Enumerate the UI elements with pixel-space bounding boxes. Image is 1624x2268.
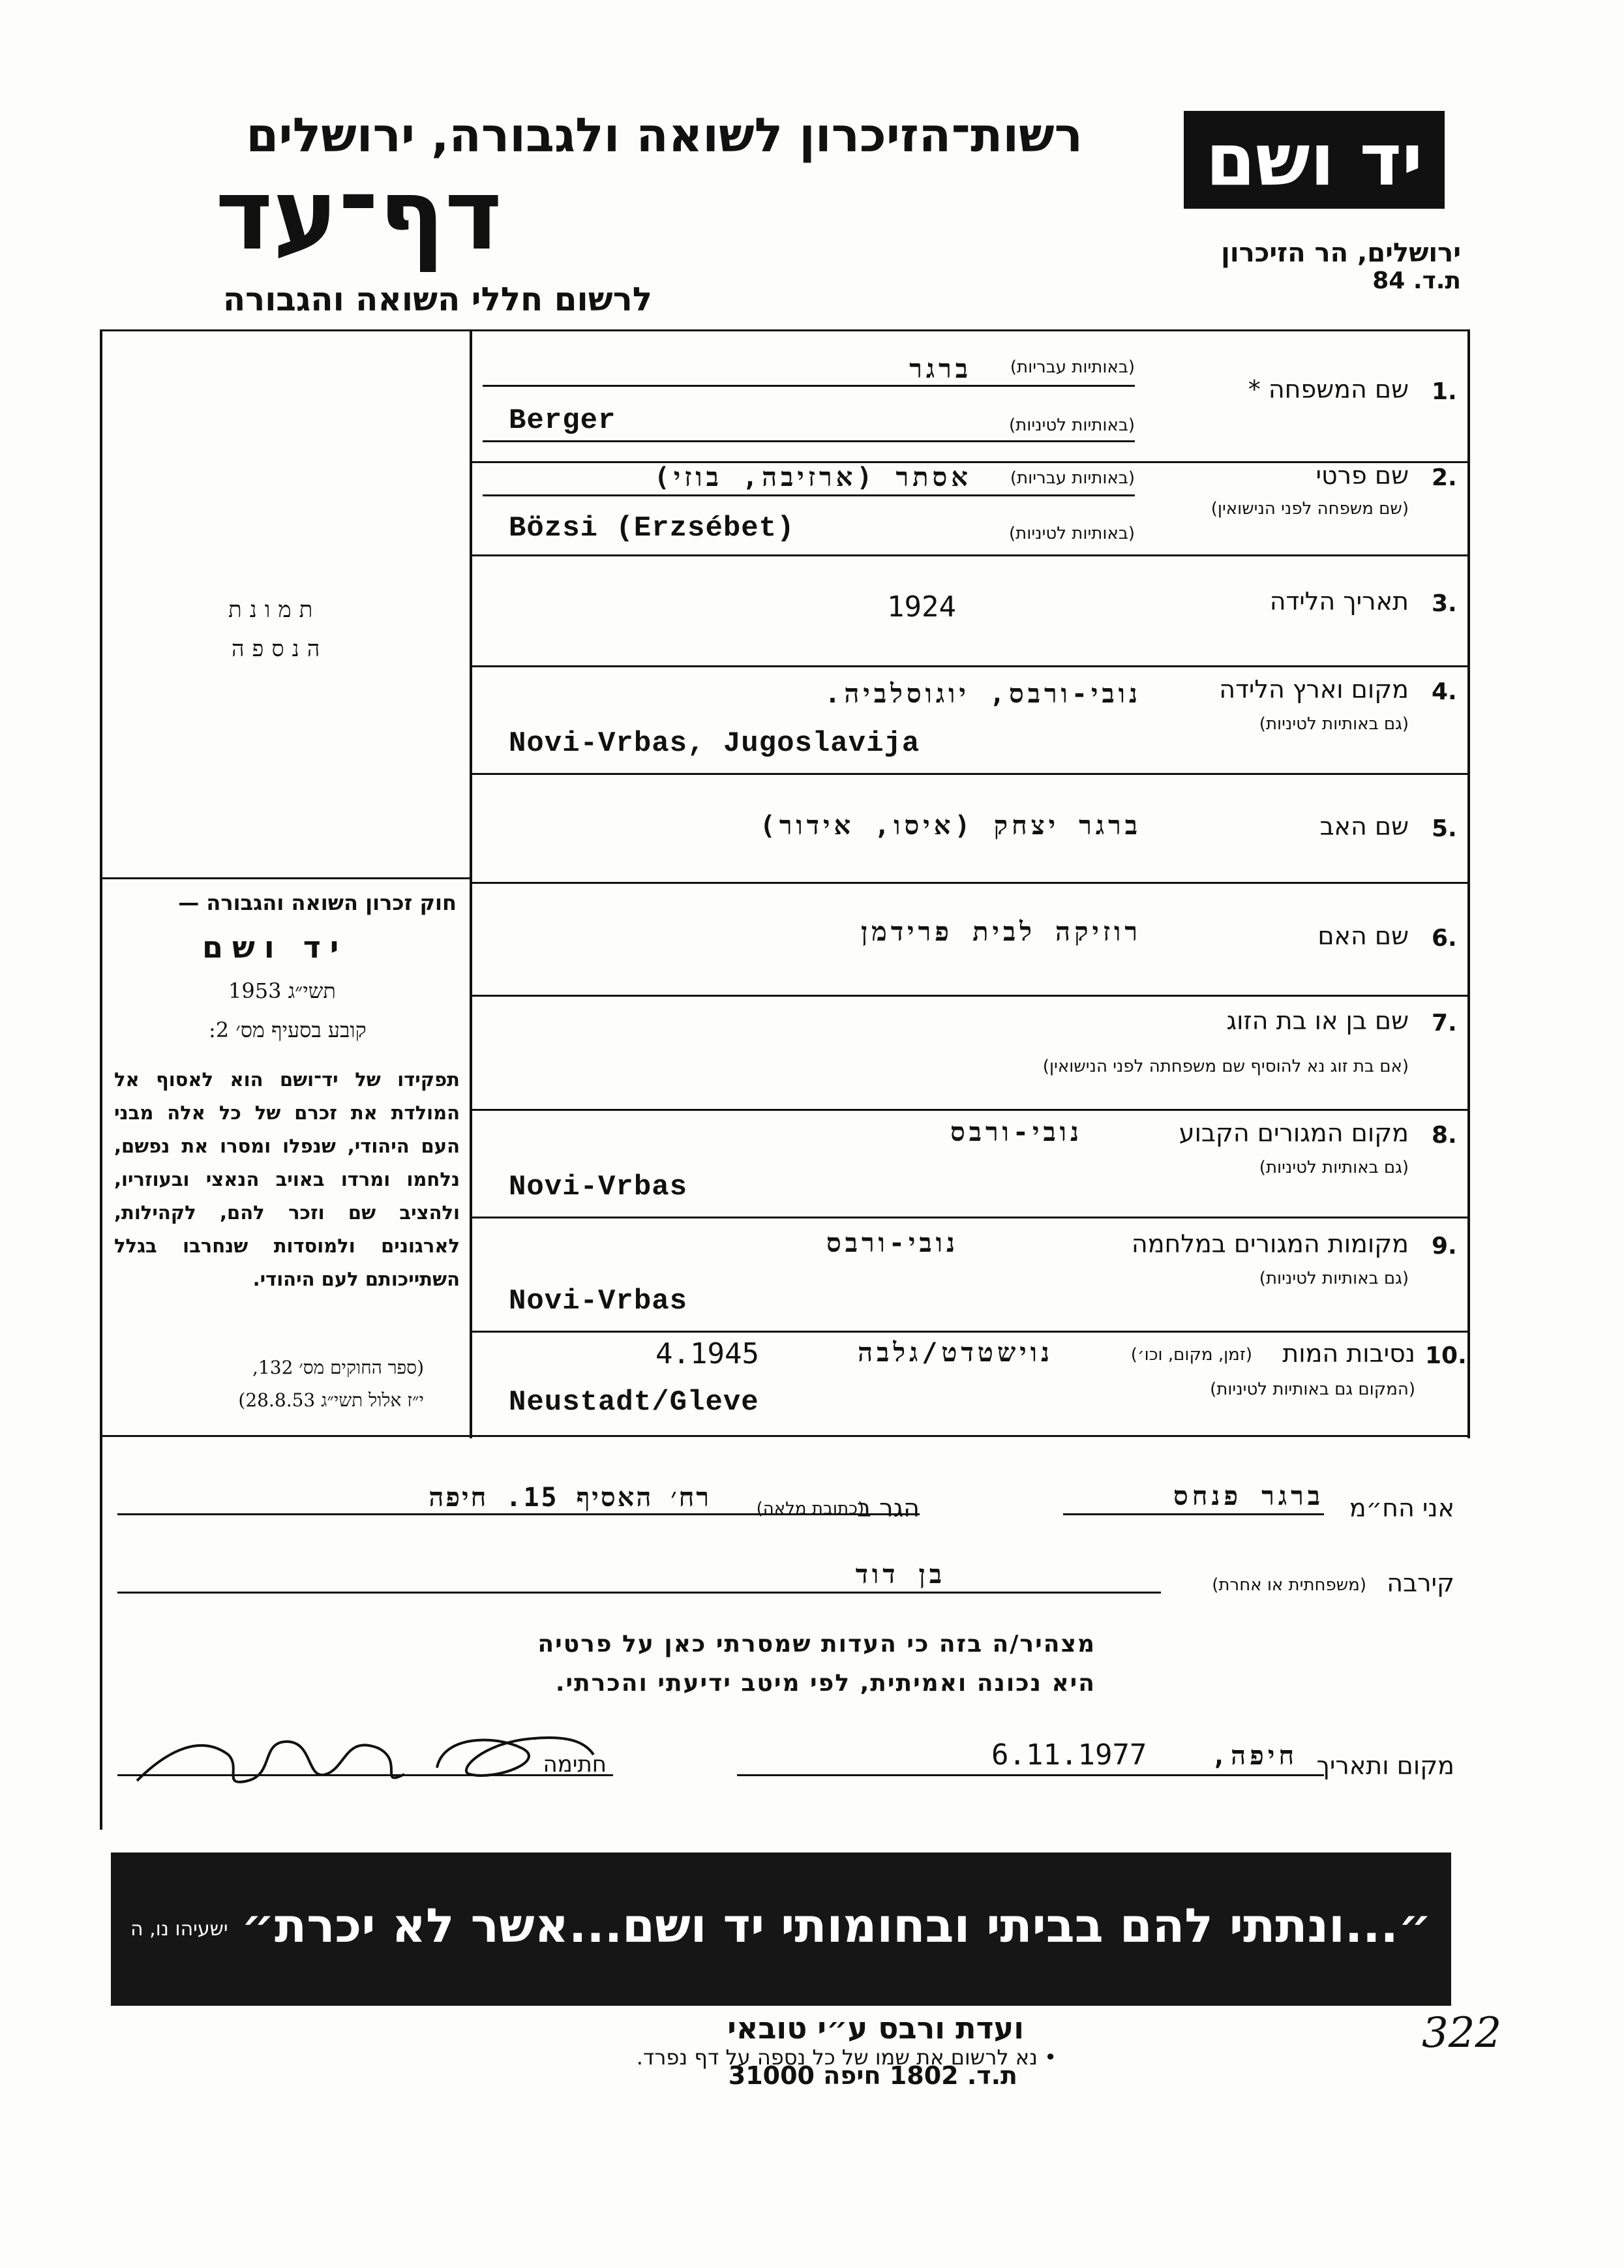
field-6-label: שם האם bbox=[1317, 922, 1409, 950]
field-7-sub: (אם בת זוג נא להוסיף שם משפחתה לפני הנישואין) bbox=[1042, 1057, 1409, 1076]
field-1-number: 1. bbox=[1432, 378, 1457, 405]
place-value: חיפה, bbox=[1210, 1741, 1298, 1771]
form-subtitle: לרשום חללי השואה והגבורה bbox=[222, 280, 652, 318]
field-1-heb-line bbox=[483, 385, 1135, 387]
field-1-heb-hint: (באותיות עבריות) bbox=[1010, 357, 1135, 377]
field-10-sub: (המקום גם באותיות לטיניות) bbox=[1210, 1380, 1415, 1399]
field-8-number: 8. bbox=[1432, 1122, 1457, 1149]
field-4-number: 4. bbox=[1432, 678, 1457, 705]
declaration-line-1: מצהיר/ה בזה כי העדות שמסרתי כאן על פרטיה bbox=[537, 1631, 1096, 1657]
row-divider bbox=[470, 1331, 1467, 1333]
law-ref-1: (ספר החוקים מס׳ 132, bbox=[252, 1357, 424, 1378]
field-2-value-lat: Bözsi (Erzsébet) bbox=[509, 512, 795, 545]
law-year: תשי״ג 1953 bbox=[228, 978, 336, 1003]
footer-committee: ועדת ורבס ע״י טובאי bbox=[727, 2010, 1024, 2046]
declarant-intro: אני הח״מ bbox=[1349, 1494, 1454, 1522]
frame-bottom bbox=[100, 1435, 1469, 1437]
field-1-value-lat: Berger bbox=[509, 404, 616, 437]
relation-hint: (משפחתית או אחרת) bbox=[1212, 1575, 1366, 1595]
field-2-sub: (שם משפחה לפני הנישואין) bbox=[1210, 499, 1409, 519]
field-2-heb-hint: (באותיות עבריות) bbox=[1010, 468, 1135, 488]
declarant-address-line bbox=[117, 1513, 920, 1515]
field-10-label: נסיבות המות bbox=[1282, 1339, 1415, 1368]
logo-text: יד ושם bbox=[1205, 118, 1423, 202]
address-line2: ת.ד. 84 bbox=[1372, 267, 1461, 294]
banner-source: ישעיהו נו, ה bbox=[130, 1918, 228, 1941]
law-clause: קובע בסעיף מס׳ 2: bbox=[209, 1018, 367, 1042]
field-5-number: 5. bbox=[1432, 815, 1457, 842]
field-2-number: 2. bbox=[1432, 464, 1457, 491]
field-5-label: שם האב bbox=[1319, 812, 1409, 841]
yad-vashem-logo bbox=[1184, 111, 1445, 209]
field-3-number: 3. bbox=[1432, 590, 1457, 617]
field-9-sub: (גם באותיות לטיניות) bbox=[1259, 1269, 1409, 1288]
declarant-residing: הגר ב bbox=[857, 1494, 920, 1522]
field-2-label: שם פרטי bbox=[1316, 461, 1409, 490]
declaration-line-2: היא נכונה ואמיתית, לפי מיטב ידיעתי והכרתי. bbox=[555, 1670, 1096, 1697]
footer-address: ת.ד. 1802 חיפה 31000 bbox=[728, 2061, 1017, 2090]
row-divider bbox=[470, 1109, 1467, 1111]
relation-value: בן דוד bbox=[855, 1560, 946, 1590]
law-heading: חוק זכרון השואה והגבורה — bbox=[178, 890, 457, 915]
field-10-value-lat: Neustadt/Gleve bbox=[509, 1386, 759, 1419]
place-date-label: מקום ותאריך bbox=[1316, 1751, 1454, 1780]
field-3-value: 1924 bbox=[887, 590, 956, 624]
field-7-label: שם בן או בת הזוג bbox=[1226, 1006, 1409, 1035]
relation-line bbox=[117, 1592, 1161, 1594]
field-3-label: תאריך הלידה bbox=[1269, 587, 1409, 616]
law-name: יד ושם bbox=[202, 930, 348, 965]
column-divider bbox=[470, 329, 472, 1438]
row-divider bbox=[470, 1217, 1467, 1218]
field-9-label: מקומות המגורים במלחמה bbox=[1131, 1230, 1409, 1258]
field-8-sub: (גם באותיות לטיניות) bbox=[1259, 1158, 1409, 1177]
field-8-value-lat: Novi-Vrbas bbox=[509, 1171, 688, 1203]
field-1-lat-hint: (באותיות לטיניות) bbox=[1009, 416, 1135, 435]
field-1-label: שם המשפחה * bbox=[1248, 375, 1409, 404]
frame-top bbox=[100, 329, 1469, 331]
signature-label: חתימה bbox=[543, 1751, 607, 1777]
address-line1: ירושלים, הר הזיכרון bbox=[1221, 238, 1461, 268]
field-8-value-heb: נובי-ורבס bbox=[950, 1117, 1083, 1147]
banner-quote: ״...ונתתי להם בביתי ובחומותי יד ושם...אשר לא יכרת״ bbox=[241, 1898, 1432, 1953]
field-2-heb-line bbox=[483, 494, 1135, 496]
handwritten-number: 322 bbox=[1422, 2009, 1502, 2057]
field-4-value-lat: Novi-Vrbas, Jugoslavija bbox=[509, 727, 920, 760]
field-1-value-heb: ברגר bbox=[909, 354, 972, 384]
field-6-value-heb: רוזיקה לבית פרידמן bbox=[860, 917, 1141, 947]
field-8-label: מקום המגורים הקבוע bbox=[1179, 1119, 1409, 1147]
field-6-number: 6. bbox=[1432, 925, 1457, 952]
quote-banner bbox=[111, 1852, 1451, 2006]
declarant-address-hint: (כתובת מלאה) bbox=[756, 1499, 864, 1519]
row-divider bbox=[470, 773, 1467, 775]
field-10-label-hint: (זמן, מקום, וכו׳) bbox=[1130, 1345, 1252, 1365]
field-7-number: 7. bbox=[1432, 1010, 1457, 1036]
field-9-value-lat: Novi-Vrbas bbox=[509, 1285, 688, 1318]
law-ref-2: י״ז אלול תשי״ג 28.8.53) bbox=[238, 1389, 424, 1411]
row-divider bbox=[470, 995, 1467, 997]
field-10-value-heb: נוישטדט/גלבה bbox=[858, 1338, 1053, 1368]
field-2-lat-hint: (באותיות לטיניות) bbox=[1009, 524, 1135, 543]
row-divider bbox=[470, 665, 1467, 667]
field-9-number: 9. bbox=[1432, 1233, 1457, 1260]
declarant-name-line bbox=[1063, 1513, 1324, 1515]
relation-label: קירבה bbox=[1387, 1569, 1454, 1597]
field-4-label: מקום וארץ הלידה bbox=[1219, 675, 1409, 704]
photo-law-divider bbox=[100, 877, 470, 879]
law-body: תפקידו של יד־ושם הוא לאסוף אל המולדת את זכרם של כל אלה מבני העם היהודי, שנפלו ומסרו את נפשם, נלחמו ומרדו באויב הנאצי ובעוזריו, ולהציב שם וזכר להם, לקהילות, לארגונים ולמוסדות שנחרבו בגלל השתייכותם לעם היהודי. bbox=[114, 1068, 460, 1290]
authority-title: רשות־הזיכרון לשואה ולגבורה, ירושלים bbox=[246, 108, 1083, 162]
photo-caption-2: הנספה bbox=[232, 636, 328, 662]
row-divider bbox=[470, 554, 1467, 556]
frame-left bbox=[100, 329, 102, 1830]
field-2-value-heb: אסתר (ארזיבה, בוזי) bbox=[654, 462, 972, 492]
photo-caption-1: תמונת bbox=[228, 597, 321, 623]
field-1-lat-line bbox=[483, 440, 1135, 442]
frame-right bbox=[1467, 329, 1470, 1438]
declarant-name: ברגר פנחס bbox=[1173, 1481, 1324, 1511]
field-10-value-date: 4.1945 bbox=[655, 1337, 759, 1370]
declarant-address: רח׳ האסיף 15. חיפה bbox=[429, 1483, 711, 1513]
row-divider bbox=[470, 882, 1467, 884]
form-title: דף־עד bbox=[215, 159, 502, 272]
place-date-line bbox=[737, 1774, 1324, 1776]
date-value: 6.11.1977 bbox=[991, 1738, 1147, 1772]
footer-note: • נא לרשום את שמו של כל נספה על דף נפרד. bbox=[636, 2045, 1057, 2070]
field-9-value-heb: נובי-ורבס bbox=[826, 1228, 959, 1258]
field-5-value-heb: ברגר יצחק (איסו, אידור) bbox=[759, 811, 1141, 841]
field-4-sub: (גם באותיות לטיניות) bbox=[1259, 714, 1409, 734]
field-10-number: 10. bbox=[1425, 1342, 1467, 1369]
signature-image bbox=[130, 1709, 600, 1794]
field-4-value-heb: נובי-ורבס, יוגוסלביה. bbox=[824, 679, 1141, 709]
